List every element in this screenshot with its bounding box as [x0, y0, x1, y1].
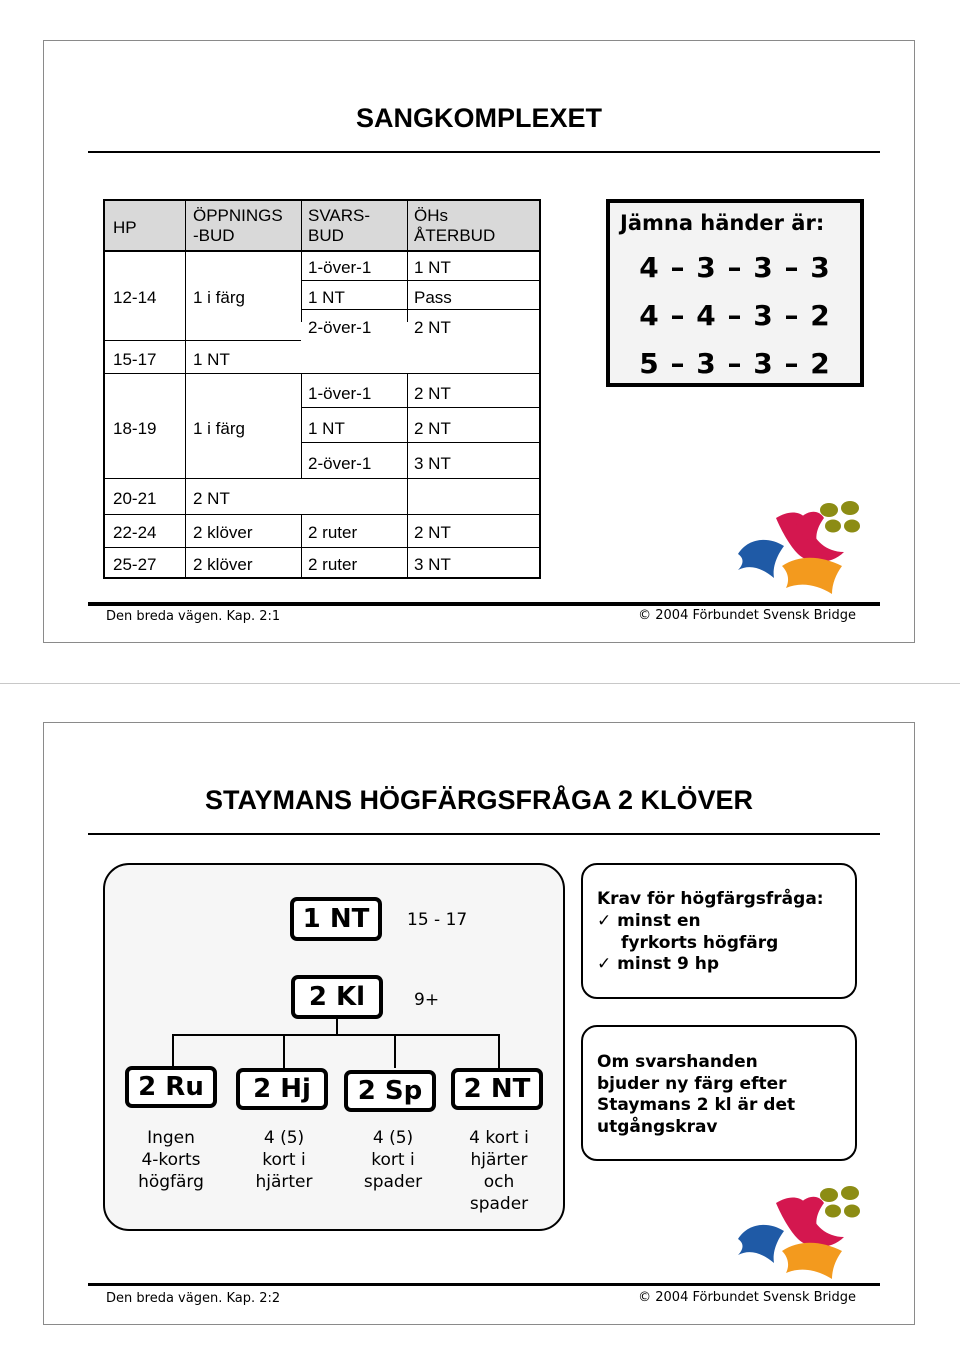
answer-meaning: 4 (5) kort i hjärter: [255, 1128, 313, 1192]
forcing-note-box: [581, 1025, 857, 1161]
tree-connector: [336, 1019, 338, 1035]
grid-line: [301, 373, 302, 478]
note-line: utgångskrav: [597, 1117, 718, 1137]
cell-rebid: 3 NT: [414, 454, 451, 473]
answer-2-nt-box: 2 NT: [451, 1068, 543, 1110]
header-opening: ÖPPNINGS -BUD: [193, 206, 283, 245]
cell-response: 1-över-1: [308, 384, 372, 403]
note-line: bjuder ny färg efter: [597, 1074, 787, 1094]
cell-response: 1-över-1: [308, 258, 372, 277]
cell-rebid: 2 NT: [414, 384, 451, 403]
cell-response: 1 NT: [308, 288, 345, 307]
header-response: SVARS- BUD: [308, 206, 371, 245]
requirement-item: ✓ minst en: [597, 911, 701, 931]
title-rule: [88, 151, 880, 153]
distribution-row: 4 – 3 – 3 – 3: [639, 251, 831, 284]
footer-rule: [88, 1283, 880, 1286]
header-hp: HP: [113, 218, 137, 237]
grid-line: [105, 547, 541, 548]
cell-rebid: Pass: [414, 288, 452, 307]
cell-hp: 20-21: [113, 489, 157, 508]
cell-rebid: 2 NT: [414, 523, 451, 542]
distribution-row: 5 – 3 – 3 – 2: [639, 347, 831, 380]
footer-copyright: © 2004 Förbundet Svensk Bridge: [638, 608, 856, 623]
header-rebid: ÖHs ÅTERBUD: [414, 206, 496, 245]
grid-line: [105, 514, 541, 515]
grid-line: [407, 373, 408, 478]
cell-hp: 25-27: [113, 555, 157, 574]
cell-response: 2 ruter: [308, 555, 358, 574]
stayman-diagram: [103, 863, 565, 1231]
cell-rebid: 3 NT: [414, 555, 451, 574]
requirements-title: Krav för högfärgsfråga:: [597, 889, 824, 909]
tree-connector: [498, 1034, 500, 1068]
cell-hp: 15-17: [113, 350, 157, 369]
check-icon: ✓: [597, 911, 618, 931]
bidding-table: [103, 199, 541, 579]
answer-2-hearts-box: 2 Hj: [236, 1068, 328, 1110]
cell-hp: 12-14: [113, 288, 157, 307]
cell-response: 2-över-1: [308, 318, 372, 337]
tree-connector: [283, 1034, 285, 1068]
grid-line: [407, 478, 408, 514]
answer-2-spades-box: 2 Sp: [344, 1070, 436, 1112]
page-separator: [0, 683, 960, 684]
opening-points: 15 - 17: [407, 910, 468, 930]
slide-2: [43, 722, 915, 1325]
grid-line: [105, 373, 541, 374]
cell-rebid: 2 NT: [414, 318, 451, 337]
answer-meaning: Ingen 4-korts högfärg: [138, 1128, 204, 1192]
grid-line: [301, 201, 302, 322]
even-hands-box: [606, 199, 864, 387]
answer-2-diamonds-box: 2 Ru: [125, 1066, 217, 1108]
cell-hp: 18-19: [113, 419, 157, 438]
bridge-logo-icon: [734, 496, 864, 596]
title-rule: [88, 833, 880, 835]
even-hands-title: Jämna händer är:: [620, 211, 825, 235]
grid-line: [105, 340, 301, 341]
slide-1: [43, 40, 915, 643]
answer-meaning: 4 (5) kort i spader: [363, 1128, 423, 1192]
slide-title: STAYMANS HÖGFÄRGSFRÅGA 2 KLÖVER: [204, 785, 754, 815]
opening-bid-box: 1 NT: [290, 897, 382, 941]
slide-title: SANGKOMPLEXET: [355, 103, 603, 133]
cell-hp: 22-24: [113, 523, 157, 542]
cell-response: 2 ruter: [308, 523, 358, 542]
tree-connector: [172, 1034, 174, 1068]
grid-line: [301, 309, 541, 310]
cell-opening: 2 klöver: [193, 523, 253, 542]
cell-opening: 1 NT: [193, 350, 230, 369]
answer-meaning: 4 kort i hjärter och spader: [469, 1128, 529, 1214]
check-icon: ✓: [597, 954, 618, 974]
grid-line: [301, 442, 541, 443]
cell-opening: 2 NT: [193, 489, 230, 508]
cell-opening: 1 i färg: [193, 419, 245, 438]
cell-rebid: 2 NT: [414, 419, 451, 438]
cell-response: 1 NT: [308, 419, 345, 438]
cell-opening: 1 i färg: [193, 288, 245, 307]
stayman-bid-box: 2 Kl: [291, 975, 383, 1019]
footer-chapter: Den breda vägen. Kap. 2:2: [106, 1291, 281, 1306]
requirements-box: [581, 863, 857, 999]
stayman-points: 9+: [414, 990, 440, 1010]
cell-response: 2-över-1: [308, 454, 372, 473]
note-line: Staymans 2 kl är det: [597, 1095, 796, 1115]
requirement-item-continued: fyrkorts högfärg: [621, 933, 779, 953]
tree-connector: [394, 1034, 396, 1068]
bridge-logo-icon: [734, 1181, 864, 1281]
note-line: Om svarshanden: [597, 1052, 758, 1072]
footer-copyright: © 2004 Förbundet Svensk Bridge: [638, 1290, 856, 1305]
grid-line: [301, 407, 541, 408]
requirement-item: ✓ minst 9 hp: [597, 954, 719, 974]
grid-line: [301, 280, 541, 281]
grid-line: [105, 478, 541, 479]
footer-chapter: Den breda vägen. Kap. 2:1: [106, 609, 281, 624]
cell-rebid: 1 NT: [414, 258, 451, 277]
footer-rule: [88, 602, 880, 606]
distribution-row: 4 – 4 – 3 – 2: [639, 299, 831, 332]
cell-opening: 2 klöver: [193, 555, 253, 574]
grid-line: [185, 201, 186, 579]
grid-line: [407, 201, 408, 322]
